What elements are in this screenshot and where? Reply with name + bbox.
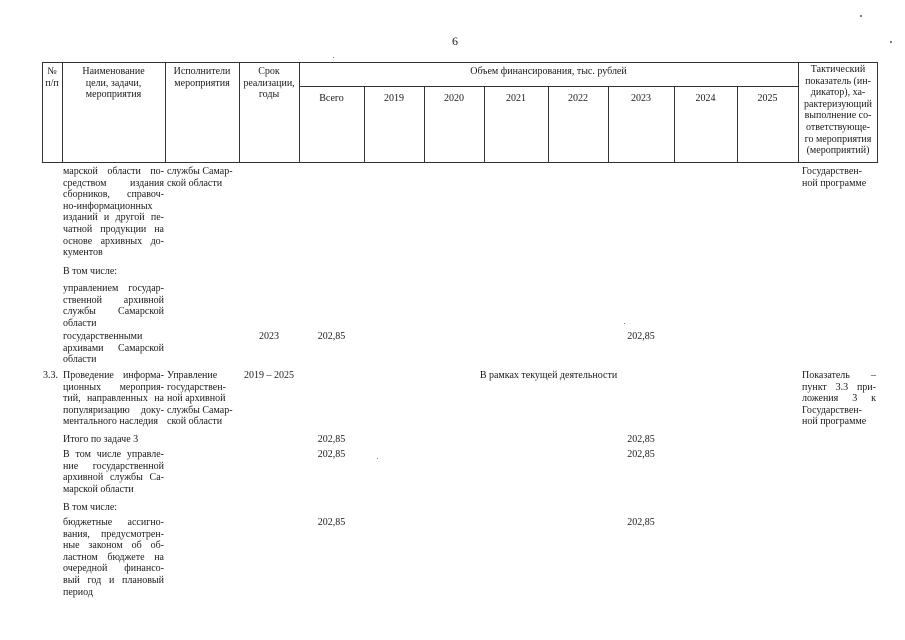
header-total: Всего	[319, 93, 344, 104]
header-year-2022: 2022	[568, 93, 588, 104]
header-year-2023: 2023	[631, 93, 651, 104]
task-total-2023: 202,85	[627, 434, 655, 445]
header-year-2025: 2025	[757, 93, 778, 104]
header-indicator: Тактический показатель (ин- дикатор), ха- рактеризующий выполнение со- ответствующе- го мероприятия (мероприятий)	[804, 64, 872, 157]
header-year-2024: 2024	[695, 93, 716, 104]
header-year-2021: 2021	[506, 93, 526, 104]
budget-total: 202,85	[317, 517, 346, 528]
header-term: Срок реализации, годы	[243, 66, 295, 101]
incl-mgmt-2023: 202,85	[627, 449, 655, 460]
item-3-3-executors: Управление государствен- ной архивной службы Самар- ской области	[167, 370, 233, 428]
scan-speck	[860, 15, 862, 17]
budget-name: бюджетные ассигно- вания, предусмотрен- ные законом об об- ластном бюджете на очередной финансо- вый год и плановый период	[63, 517, 164, 598]
task-total-total: 202,85	[317, 434, 346, 445]
item-3-3-term: 2019 – 2025	[244, 370, 294, 381]
task-total-name: Итого по задаче 3	[63, 434, 139, 445]
item-3-3-num: 3.3.	[43, 370, 58, 381]
scan-speck	[333, 57, 334, 58]
header-name: Наименование цели, задачи, мероприятия	[82, 66, 145, 101]
budget-2023: 202,85	[627, 517, 655, 528]
header-executors: Исполнители мероприятия	[173, 66, 231, 89]
scan-speck	[624, 323, 625, 324]
incl-label-2: В том числе:	[63, 502, 118, 513]
state-arch-term: 2023	[259, 331, 279, 342]
state-arch-name: государственными архивами Самарской области	[63, 331, 164, 366]
incl-mgmt-name: В том числе управле- ние государственной архивной службы Са- марской области	[63, 449, 164, 495]
item-3-3-name: Проведение информа- ционных мероприя- тий, направленных на популяризацию доку- ментального наследия	[63, 370, 164, 428]
header-funding-title: Объем финансирования, тыс. рублей	[470, 66, 627, 77]
mgmt-name: управлением государ- ственной архивной службы Самарской области	[63, 283, 164, 329]
cont-indicator: Государствен- ной программе	[802, 166, 867, 189]
state-arch-2023: 202,85	[627, 331, 655, 342]
state-arch-total: 202,85	[317, 331, 346, 342]
item-3-3-funding-note: В рамках текущей деятельности	[479, 370, 618, 381]
cont-executors: службы Самар- ской области	[167, 166, 233, 189]
header-num: № п/п	[45, 66, 59, 89]
cont-name: марской области по- средством издания сборников, справоч- но-информационных изданий и другой пе- чатной продукции на основе архивных до- кументов	[63, 166, 164, 259]
header-year-2020: 2020	[444, 93, 464, 104]
incl-label-1: В том числе:	[63, 266, 118, 277]
header-year-2019: 2019	[384, 93, 404, 104]
scan-speck	[377, 458, 378, 459]
page-number: 6	[452, 34, 458, 48]
item-3-3-indicator: Показатель – пункт 3.3 при- ложения 3 к Государствен- ной программе	[802, 370, 876, 428]
incl-mgmt-total: 202,85	[317, 449, 346, 460]
scan-speck	[890, 41, 892, 43]
